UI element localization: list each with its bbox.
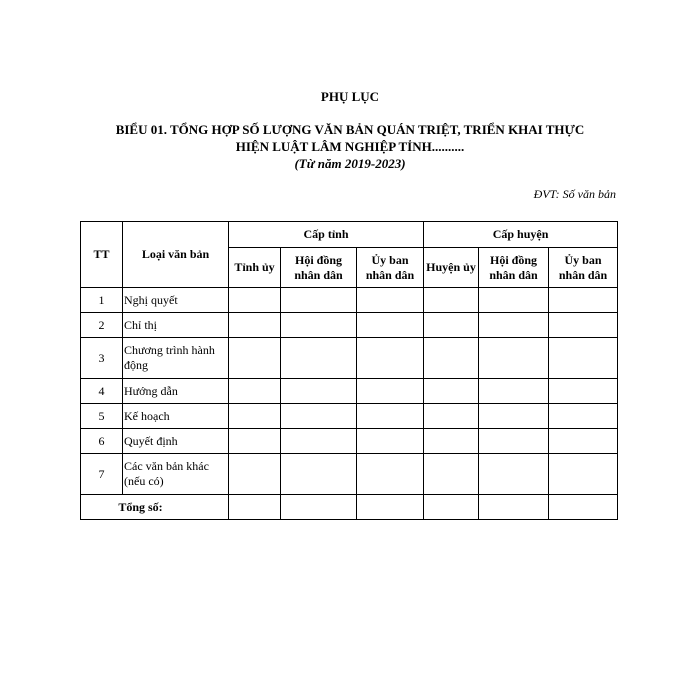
table-row — [81, 313, 618, 338]
total-label: Tổng số: — [81, 495, 229, 520]
header-district-council: Hội đồng nhân dân — [479, 248, 549, 288]
heading-line-2: HIỆN LUẬT LÂM NGHIỆP TỈNH.......... — [235, 139, 465, 154]
header-province-committee: Ủy ban nhân dân — [357, 248, 424, 288]
table-row — [81, 454, 618, 495]
empty-cell — [424, 379, 479, 404]
row-number: 1 — [81, 288, 123, 313]
row-number: 7 — [81, 454, 123, 495]
empty-cell — [549, 429, 618, 454]
empty-cell — [229, 404, 281, 429]
row-document-type: Kế hoạch — [123, 404, 229, 429]
empty-cell — [549, 404, 618, 429]
row-document-type: Nghị quyết — [123, 288, 229, 313]
table-row — [81, 288, 618, 313]
empty-cell — [357, 338, 424, 379]
empty-cell — [357, 313, 424, 338]
empty-cell — [424, 495, 479, 520]
empty-cell — [424, 313, 479, 338]
empty-cell — [479, 288, 549, 313]
empty-cell — [229, 313, 281, 338]
empty-cell — [357, 288, 424, 313]
empty-cell — [357, 404, 424, 429]
empty-cell — [229, 288, 281, 313]
empty-cell — [479, 338, 549, 379]
empty-cell — [479, 429, 549, 454]
empty-cell — [357, 379, 424, 404]
row-number: 4 — [81, 379, 123, 404]
header-province-council: Hội đồng nhân dân — [281, 248, 357, 288]
empty-cell — [549, 338, 618, 379]
empty-cell — [479, 379, 549, 404]
empty-cell — [229, 454, 281, 495]
empty-cell — [549, 495, 618, 520]
empty-cell — [229, 495, 281, 520]
row-document-type: Quyết định — [123, 429, 229, 454]
row-document-type: Chỉ thị — [123, 313, 229, 338]
empty-cell — [281, 338, 357, 379]
empty-cell — [281, 429, 357, 454]
table-row — [81, 379, 618, 404]
empty-cell — [424, 404, 479, 429]
header-tt: TT — [81, 222, 123, 288]
empty-cell — [549, 288, 618, 313]
empty-cell — [479, 495, 549, 520]
total-row — [81, 495, 618, 520]
row-number: 5 — [81, 404, 123, 429]
row-document-type: Các văn bản khác (nếu có) — [123, 454, 229, 495]
empty-cell — [229, 338, 281, 379]
table-row — [81, 404, 618, 429]
row-document-type: Chương trình hành động — [123, 338, 229, 379]
document-heading — [0, 121, 700, 172]
table-row — [81, 338, 618, 379]
row-number: 6 — [81, 429, 123, 454]
empty-cell — [424, 454, 479, 495]
empty-cell — [357, 429, 424, 454]
header-province-level: Cấp tỉnh — [229, 222, 424, 248]
appendix-title: PHỤ LỤC — [320, 89, 380, 104]
unit-label: ĐVT: Số văn bản — [533, 187, 616, 201]
row-document-type: Hướng dẫn — [123, 379, 229, 404]
empty-cell — [281, 313, 357, 338]
row-number: 2 — [81, 313, 123, 338]
empty-cell — [281, 404, 357, 429]
empty-cell — [357, 454, 424, 495]
empty-cell — [229, 429, 281, 454]
summary-table — [80, 221, 618, 520]
header-district-committee: Ủy ban nhân dân — [549, 248, 618, 288]
empty-cell — [479, 454, 549, 495]
empty-cell — [479, 313, 549, 338]
row-number: 3 — [81, 338, 123, 379]
period-subtitle: (Từ năm 2019-2023) — [294, 156, 406, 171]
header-district-party-committee: Huyện ủy — [424, 248, 479, 288]
empty-cell — [281, 379, 357, 404]
empty-cell — [229, 379, 281, 404]
empty-cell — [549, 313, 618, 338]
header-document-type: Loại văn bản — [123, 222, 229, 288]
table-row — [81, 429, 618, 454]
empty-cell — [357, 495, 424, 520]
empty-cell — [281, 288, 357, 313]
empty-cell — [479, 404, 549, 429]
header-district-level: Cấp huyện — [424, 222, 618, 248]
heading-line-1: BIỂU 01. TỔNG HỢP SỐ LƯỢNG VĂN BẢN QUÁN TRIỆT, TRIỂN KHAI THỰC — [115, 122, 585, 137]
empty-cell — [424, 429, 479, 454]
empty-cell — [549, 379, 618, 404]
header-province-party-committee: Tỉnh ủy — [229, 248, 281, 288]
empty-cell — [549, 454, 618, 495]
empty-cell — [281, 495, 357, 520]
empty-cell — [281, 454, 357, 495]
empty-cell — [424, 288, 479, 313]
empty-cell — [424, 338, 479, 379]
